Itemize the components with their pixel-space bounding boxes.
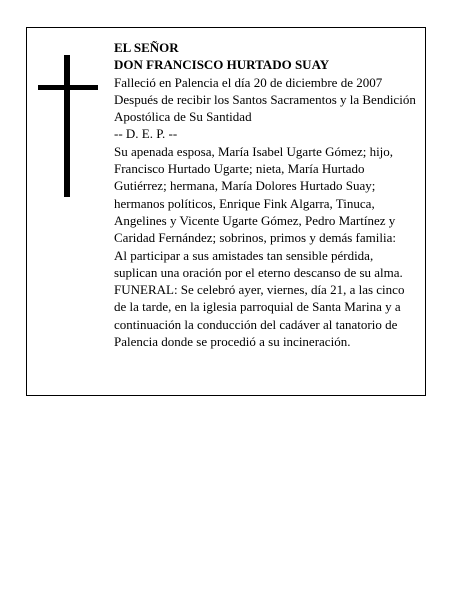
- rip-line: -- D. E. P. --: [114, 126, 178, 142]
- family-paragraph: Su apenada esposa, María Isabel Ugarte Gómez; hijo, Francisco Hurtado Ugarte; nieta, María Hurtado Gutiérrez; hermana, María Dolores Hurtado Suay; hermanos políticos, Enrique Fink Algarra, Tinuca, Angelines y Vicente Ugarte Gómez, Pedro Martínez y Caridad Fernández; sobrinos, primos y demás familia:: [114, 143, 396, 246]
- sacraments-line: Después de recibir los Santos Sacramentos y la Bendición Apostólica de Su Santidad: [114, 91, 416, 125]
- request-paragraph: Al participar a sus amistades tan sensible pérdida, suplican una oración por el eterno descanso de su alma.: [114, 247, 403, 280]
- cross-horizontal-bar: [38, 85, 98, 90]
- heading-title: EL SEÑOR: [114, 40, 179, 55]
- obituary-text: [114, 39, 419, 350]
- funeral-paragraph: FUNERAL: Se celebró ayer, viernes, día 21, a las cinco de la tarde, en la iglesia parroquial de Santa Marina y a continuación la conducción del cadáver al tanatorio de Palencia donde se procedió a su incineración.: [114, 282, 405, 350]
- death-line: Falleció en Palencia el día 20 de diciembre de 2007: [114, 74, 383, 90]
- deceased-name: DON FRANCISCO HURTADO SUAY: [114, 57, 330, 73]
- cross-icon: [38, 55, 98, 197]
- cross-vertical-bar: [64, 55, 70, 197]
